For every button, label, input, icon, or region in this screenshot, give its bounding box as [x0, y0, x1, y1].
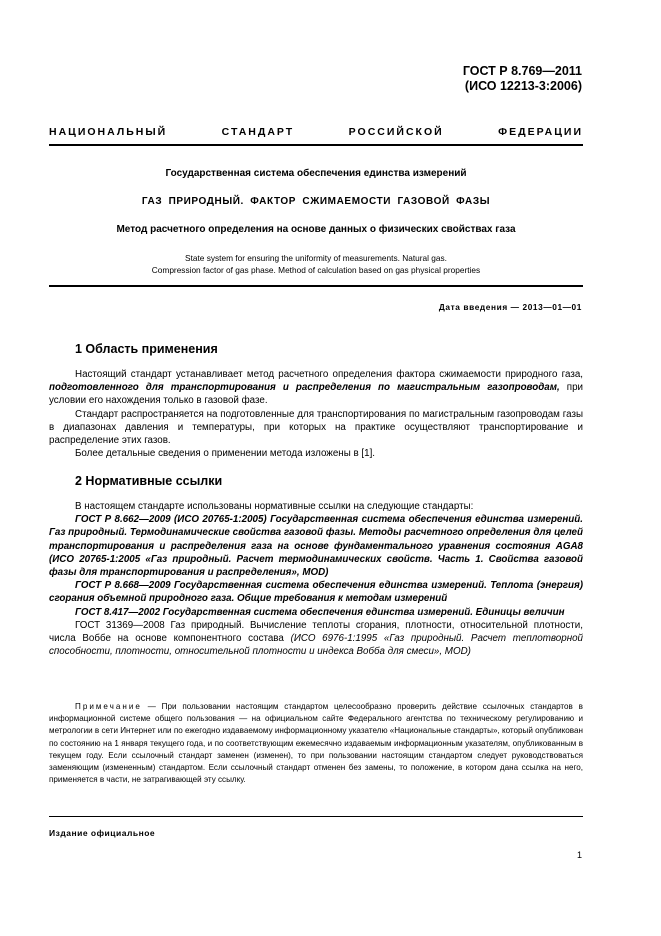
section1-body	[49, 368, 583, 460]
title-gas: ГАЗ ПРИРОДНЫЙ. ФАКТОР СЖИМАЕМОСТИ ГАЗОВОЙ ФАЗЫ	[141, 196, 491, 207]
title-english-line2: Compression factor of gas phase. Method of calculation based on gas physical properties	[151, 265, 481, 276]
section1-paragraph1: Настоящий стандарт устанавливает метод расчетного определения фактора сжимаемости природного газа, подготовленного для транспортирования и распределения по магистральным газопроводам, при условии его нахождения только в газовой фазе.	[49, 369, 583, 407]
section1-paragraph3: Более детальные сведения о применении метода изложены в [1].	[75, 448, 376, 460]
title-english	[49, 252, 583, 276]
section1-paragraph2: Стандарт распространяется на подготовленные для транспортирования по магистральным газопроводам газы в диапазонах давления и температуры, при которых на практике осуществляют транспортирование и распределение этих газов.	[49, 408, 583, 447]
standard-code-gost: ГОСТ Р 8.769—2011	[462, 64, 582, 78]
title-divider	[49, 285, 583, 287]
note-label: Примечание	[75, 702, 142, 711]
standard-code-iso: (ИСО 12213-3:2006)	[464, 79, 582, 93]
title-english-line1: State system for ensuring the uniformity of measurements. Natural gas.	[185, 253, 447, 263]
section2-heading: 2 Нормативные ссылки	[75, 474, 223, 488]
section1-heading: 1 Область применения	[75, 342, 218, 356]
title-method: Метод расчетного определения на основе данных о физических свойствах газа	[116, 224, 516, 235]
note-text: — При пользовании настоящим стандартом целесообразно проверить действие ссылочных стандартов в информационной системе общего пользования — на официальном сайте Федерального агентства по техническому регулированию и метрологии в сети Интернет или по ежегодно издаваемому информационному указателю «Национальные стандарты», который опубликован по состоянию на 1 января текущего года, и по соответствующим ежемесячно издаваемым информационным указателям, опубликованным в текущем году. Если ссылочный стандарт заменен (изменен), то при пользовании настоящим стандартом следует руководствоваться заменяющим (измененным) стандартом. Если ссылочный стандарт отменен без замены, то положение, в котором дана ссылка на него, применяется в части, не затрагивающей эту ссылку.	[49, 702, 583, 785]
standard-code	[463, 64, 582, 94]
page-number: 1	[576, 850, 582, 860]
normative-ref-gost-8-417: ГОСТ 8.417—2002 Государственная система обеспечения единства измерений. Единицы величин	[75, 606, 565, 618]
national-standard-banner: НАЦИОНАЛЬНЫЙ СТАНДАРТ РОССИЙСКОЙ ФЕДЕРАЦИИ	[49, 126, 583, 138]
normative-ref-gost-31369: ГОСТ 31369—2008 Газ природный. Вычисление теплоты сгорания, плотности, относительной плотности, числа Воббе на основе компонентного состава (ИСО 6976-1:1995 «Газ природный. Расчет теплотворной способности, плотности, относительной плотности и индекса Вобба для смеси», MOD)	[49, 619, 583, 658]
header-divider-top	[49, 144, 583, 146]
title-system: Государственная система обеспечения единства измерений	[165, 168, 467, 179]
section2-intro: В настоящем стандарте использованы нормативные ссылки на следующие стандарты:	[75, 501, 474, 512]
normative-ref-gost-8-668: ГОСТ Р 8.668—2009 Государственная система обеспечения единства измерений. Теплота (энергия) сгорания объемной природного газа. Общие требования к методам измерений	[49, 580, 583, 605]
introduction-date: Дата введения — 2013—01—01	[438, 302, 582, 312]
section2-body	[49, 500, 583, 658]
note-block	[49, 701, 583, 786]
official-edition-label: Издание официальное	[49, 828, 156, 838]
footer-divider	[49, 816, 583, 817]
normative-ref-gost-8-662: ГОСТ Р 8.662—2009 (ИСО 20765-1:2005) Государственная система обеспечения единства измерений. Газ природный. Термодинамические свойства газовой фазы. Методы расчетного определения для целей транспортирования и распределения газа на основе фундаментального уравнения состояния AGA8 (ИСО 20765-1:2005 «Газ природный. Расчет термодинамических свойств. Часть 1. Свойства газовой фазы для транспортирования и распределения», MOD)	[49, 514, 583, 579]
